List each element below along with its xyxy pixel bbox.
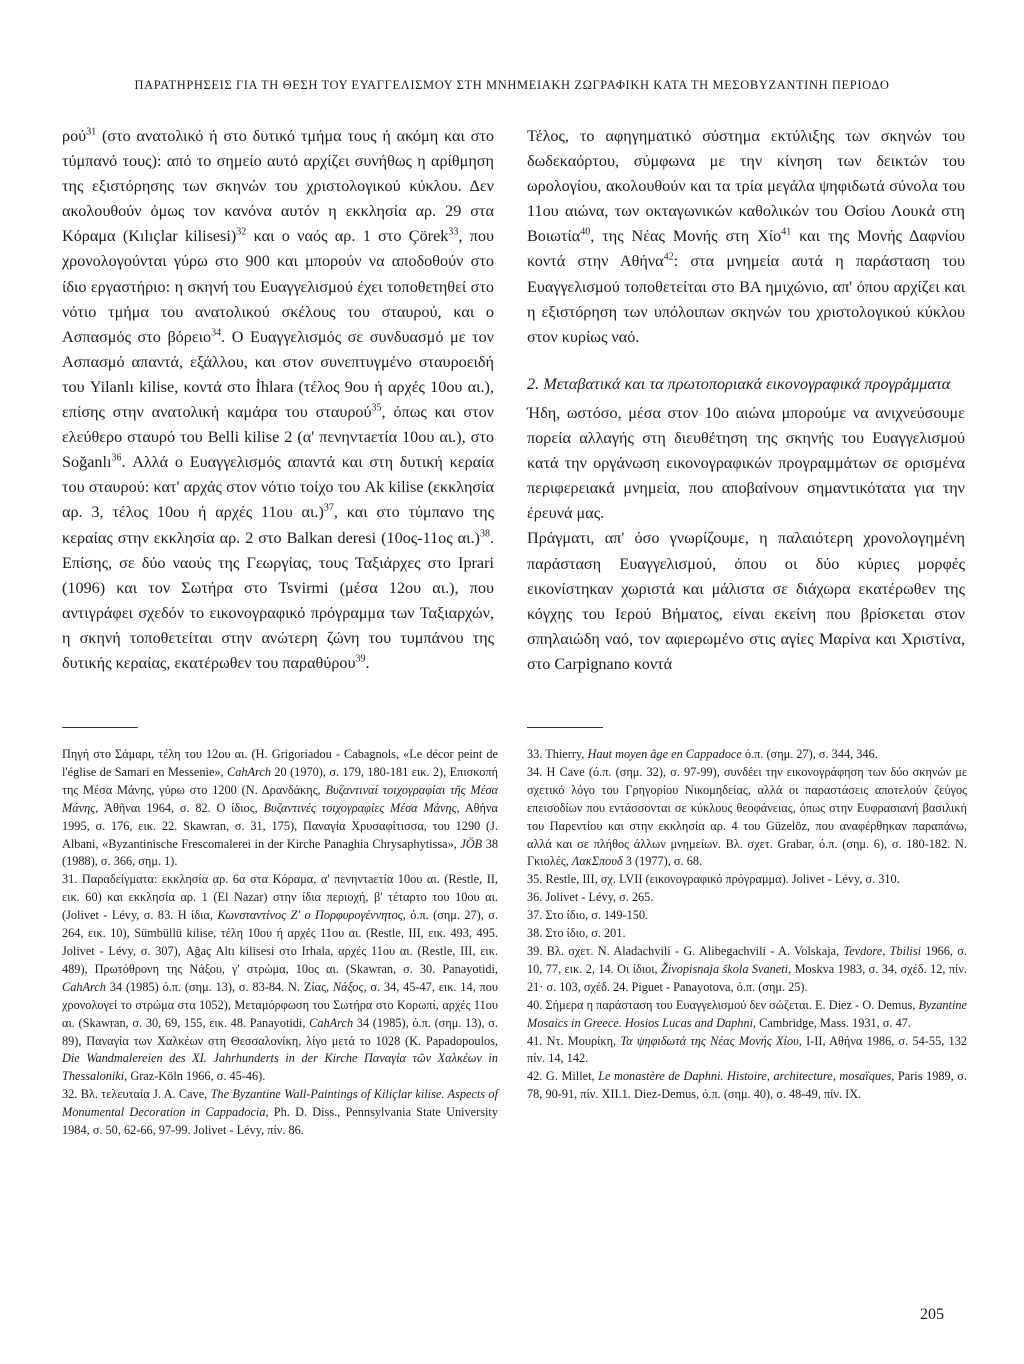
footnotes-right	[527, 746, 967, 1104]
footnote: Πηγή στο Σάμαρι, τέλη του 12ου αι. (H. Grigoriadou - Cabagnols, «Le décor peint de l'église de Samari en Messenie», CahArch 20 (1970), σ. 179, 180-181 εικ. 2), Επισκοπή της Μέσα Μάνης, γύρω στο 1200 (Ν. Δρανδάκης, Βυζαντιναί τοιχογραφίαι τῆς Μέσα Μάνης, Ἀθῆναι 1964, σ. 82. Ο ίδιος, Βυζαντινές τοιχογραφίες Μέσα Μάνης, Αθήνα 1995, σ. 176, εικ. 22. Skawran, σ. 31, 175), Παναγία Χρυσαφίτισσα, του 1290 (J. Albani, «Byzantinische Frescomalerei in der Kirche Panaghia Chrysaphytissa», JÖB 38 (1988), σ. 366, σημ. 1).	[62, 747, 499, 869]
footnote: 42. G. Millet, Le monastère de Daphni. Histoire, architecture, mosaïques, Paris 1989, σ. 78, 90-91, πίν. XII.1. Diez-Demus, ό.π. (σημ. 40), σ. 48-49, πίν. IX.	[527, 1069, 968, 1102]
footnote: 32. Βλ. τελευταία J. A. Cave, The Byzantine Wall-Paintings of Kiliçlar kilise. Aspects of Monumental Decoration in Cappadocia, Ph. D. Diss., Pennsylvania State University 1984, σ. 50, 62-66, 97-99. Jolivet - Lévy, πίν. 86.	[62, 1087, 498, 1138]
footnote: 36. Jolivet - Lévy, σ. 265.	[527, 890, 654, 905]
footnote: 31. Παραδείγματα: εκκλησία αρ. 6α στα Κόραμα, α' πενηντaετία 10ου αι. (Restle, II, εικ. 60) και εκκλησία αρ. 1 (El Nazar) στην ίδια περιοχή, β' τέταρτο του 10ου αι. (Jolivet - Lévy, σ. 83. Η ίδια, Κωνσταντίνος Ζ' ο Πορφυρογέννητος, ό.π. (σημ. 27), σ. 264, εικ. 10), Sümbüllü kilise, τέλη 10ου ή αρχές 11ου αι. (Restle, III, εικ. 493, 495. Jolivet - Lévy, σ. 307), Ağaç Altı kilisesi στο Irhala, αρχές 11ου αι. (Restle, III, εικ. 489), Πρωτόθρονη της Νάξου, γ' στρώμα, 10ος αι. (Skawran, σ. 30. Panayotidi, CahArch 34 (1985) ό.π. (σημ. 13), σ. 83-84. Ν. Ζίας, Νάξος, σ. 34, 45-47, εικ. 14, που χρονολογεί το στρώμα στα 1052), Μεταμόρφωση του Σωτήρα στο Κορωπί, αρχές 11ου αι. (Skawran, σ. 30, 69, 155, εικ. 48. Panayotidi, CahArch 34 (1985), ό.π. (σημ. 13), σ. 89), Παναγία των Χαλκέων στη Θεσσαλονίκη, λίγο μετά το 1028 (K. Papadopoulos, Die Wandmalereien des XI. Jahrhunderts in der Kirche Παναγία τῶν Χαλκέων in Thessaloniki, Graz-Köln 1966, σ. 45-46).	[62, 872, 498, 1084]
footnote: 34. Η Cave (ό.π. (σημ. 32), σ. 97-99), συνδέει την εικονογράφηση των δύο σκηνών με σχετικό λόγο του Γρηγορίου Νικομηδείας, αλλά οι παραστάσεις αποτελούν ζεύγος επεισοδίων που εντάσσονται σε κύκλους θεοφάνειας, όπως στην Ευφρασιανή βασιλική του Παρεντίου και στην εκκλησία αρ. 4 του Güzelöz, που αναφέρθηκαν παραπάνω, αλλά και σε πλήθος άλλων μνημείων. Βλ. σχετ. Grabar, ό.π. (σημ. 6), σ. 180-182. Ν. Γκιολές, ΛακΣπουδ 3 (1977), σ. 68.	[527, 764, 967, 869]
section-heading: 2. Μεταβατικά και τα πρωτοποριακά εικονογραφικά προγράμματα	[527, 374, 951, 393]
body-paragraph: Ήδη, ωστόσο, μέσα στον 10ο αιώνα μπορούμε να ανιχνεύσουμε πορεία αλλαγής στη διευθέτηση της σκηνής του Ευαγγελισμού κατά την οργάνωση εικονογραφικών προγραμμάτων σε ορισμένα περιφερειακά μνημεία, που αποβαίνουν σημαντικότατα για την έρευνά μας.	[527, 403, 965, 523]
footnote: 41. Ντ. Μουρίκη, Τα ψηφιδωτά της Νέας Μονής Χίου, Ι-ΙΙ, Αθήνα 1986, σ. 54-55, 132 πίν. 14, 142.	[527, 1033, 968, 1066]
body-paragraph: Τέλος, το αφηγηματικό σύστημα εκτύλιξης των σκηνών του δωδεκαόρτου, σύμφωνα με την κίνηση των δεικτών του ωρολογίου, ακολουθούν και τα τρία μεγάλα ψηφιδωτά σύνολα του 11ου αιώνα, των οκταγωνικών καθολικών του Οσίου Λουκά στη Βοιωτία$^{40}$, της Νέας Μονής στη Χίο$^{41}$ και της Μονής Δαφνίου κοντά στην Αθήνα$^{42}$: στα μνημεία αυτά η παράσταση του Ευαγγελισμού τοποθετείται στο ΒΑ ημιχώνιο, απ' όπου αρχίζει και η εξιστόρηση των υπόλοιπων σκηνών του χριστολογικού κύκλου στον κυρίως ναό.	[527, 127, 965, 346]
footnote-separator	[62, 727, 138, 728]
footnote: 40. Σήμερα η παράσταση του Ευαγγελισμού δεν σώζεται. E. Diez - O. Demus, Byzantine Mosaics in Greece. Hosios Lucas and Daphni, Cambridge, Mass. 1931, σ. 47.	[527, 997, 967, 1030]
footnote: 39. Βλ. σχετ. N. Aladachvili - G. Alibegachvili - A. Volskaja, Tevdore, Tbilisi 1966, σ. 10, 77, εικ. 2, 14. Οι ίδιοι, Živopisnaja škola Svaneti, Moskva 1983, σ. 34, σχέδ. 12, πίν. 21· σ. 103, σχέδ. 24. Piguet - Panayotova, ό.π. (σημ. 25).	[527, 943, 968, 994]
body-paragraph: ρού$^{31}$ (στο ανατολικό ή στο δυτικό τμήμα τους ή ακόμη και στο τύμπανό τους): από το σημείο αυτό αρχίζει συνήθως η αρίθμηση της εξιστόρησης των σκηνών του χριστολογικού κύκλου. Δεν ακολουθούν όμως τον κανόνα αυτόν η εκκλησία αρ. 29 στα Κόραμα (Kılıçlar kilisesi)$^{32}$ και ο ναός αρ. 1 στο Çörek$^{33}$, που χρονολογούνται γύρω στο 900 και μπορούν να αποδοθούν στο ίδιο εργαστήριο: η σκηνή του Ευαγγελισμού έχει τοποθετηθεί στο νότιο τμήμα του ανατολικού σκέλους του σταυρού, και ο Ασπασμός στο βόρειο$^{34}$. Ο Ευαγγελισμός σε συνδυασμό με τον Ασπασμό απαντά, εξάλλου, και στον συνεπτυγμένο σταυροειδή του Yilanlı kilise, κοντά στο İhlara (τέλος 9ου ή αρχές 10ου αι.), επίσης στην ανατολική καμάρα του σταυρού$^{35}$, όπως και στον ελεύθερο σταυρό του Belli kilise 2 (α' πενηντaετία 10ου αι.), στο Soğanlı$^{36}$. Αλλά ο Ευαγγελισμός απαντά και στη δυτική κεραία του σταυρού: κατ' αρχάς στον νότιο τοίχο του Ak kilise (εκκλησία αρ. 3, τέλος 10ου ή αρχές 11ου αι.)$^{37}$, και στο τύμπανο της κεραίας στην εκκλησία αρ. 2 στο Balkan deresi (10ος-11ος αι.)$^{38}$. Επίσης, σε δύο ναούς της Γεωργίας, τους Ταξιάρχες στο Iprari (1096) και τον Σωτήρα στο Tsvirmi (μέσα 12ου αι.), που αντιγράφει σχεδόν το εικονογραφικό πρόγραμμα των Ταξιαρχών, η σκηνή τοποθετείται στην ανώτερη ζώνη του τυμπάνου της δυτικής κεραίας, εκατέρωθεν του παραθύρου$^{39}$.	[62, 126, 495, 672]
footnotes-left	[62, 746, 498, 1140]
running-header: ΠΑΡΑΤΗΡΗΣΕΙΣ ΓΙΑ ΤΗ ΘΕΣΗ ΤΟΥ ΕΥΑΓΓΕΛΙΣΜΟΥ ΣΤΗ ΜΝΗΜΕΙΑΚΗ ΖΩΓΡΑΦΙΚΗ ΚΑΤΑ ΤΗ ΜΕΣΟΒΥΖΑΝΤΙΝΗ ΠΕΡΙΟΔΟ	[134, 78, 890, 92]
main-text-right-column	[527, 124, 965, 677]
main-text-left-column	[62, 124, 494, 676]
footnote-separator	[527, 727, 603, 728]
footnote: 37. Στο ίδιο, σ. 149-150.	[527, 908, 649, 923]
page-number: 205	[920, 1306, 944, 1323]
footnote: 38. Στο ίδιο, σ. 201.	[527, 926, 626, 941]
footnote: 33. Thierry, Haut moyen âge en Cappadoce ό.π. (σημ. 27), σ. 344, 346.	[527, 747, 878, 761]
body-paragraph: Πράγματι, απ' όσο γνωρίζουμε, η παλαιότερη χρονολογημένη παράσταση Ευαγγελισμού, όπου οι δύο κύριες μορφές εικονίστηκαν χωριστά και μάλιστα σε διάχωρα εκατέρωθεν της κόγχης του Ιερού Βήματος, είναι εκείνη που βρίσκεται στον σπηλαιώδη ναό, τον αφιερωμένο στις αγίες Μαρίνα και Χριστίνα, στο Carpignano κοντά	[527, 529, 965, 673]
footnote: 35. Restle, III, σχ. LVII (εικονογραφικό πρόγραμμα). Jolivet - Lévy, σ. 310.	[527, 872, 900, 887]
